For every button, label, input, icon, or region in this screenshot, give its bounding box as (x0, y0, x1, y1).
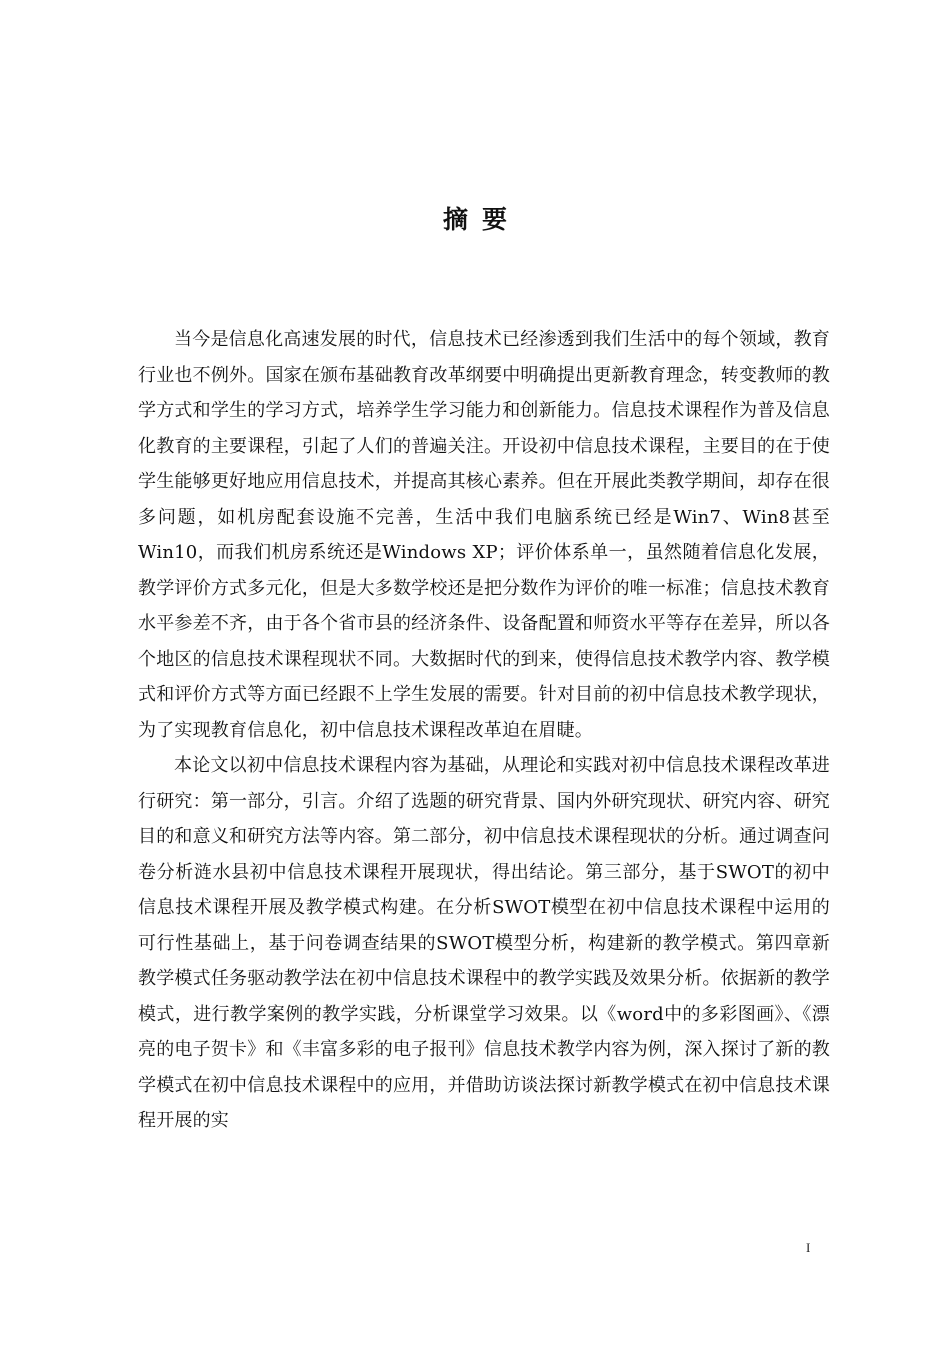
abstract-body (138, 322, 830, 1139)
abstract-title: 摘要 (442, 205, 521, 234)
page-number: I (806, 1240, 811, 1255)
abstract-paragraph-1: 当今是信息化高速发展的时代，信息技术已经渗透到我们生活中的每个领域，教育行业也不例外。国家在颁布基础教育改革纲要中明确提出更新教育理念，转变教师的教学方式和学生的学习方式，培养学生学习能力和创新能力。信息技术课程作为普及信息化教育的主要课程，引起了人们的普遍关注。开设初中信息技术课程，主要目的在于使学生能够更好地应用信息技术，并提高其核心素养。但在开展此类教学期间，却存在很多问题，如机房配套设施不完善，生活中我们电脑系统已经是Win7、Win8甚至Win10，而我们机房系统还是Windows XP；评价体系单一，虽然随着信息化发展，教学评价方式多元化，但是大多数学校还是把分数作为评价的唯一标准；信息技术教育水平参差不齐，由于各个省市县的经济条件、设备配置和师资水平等存在差异，所以各个地区的信息技术课程现状不同。大数据时代的到来，使得信息技术教学内容、教学模式和评价方式等方面已经跟不上学生发展的需要。针对目前的初中信息技术教学现状，为了实现教育信息化，初中信息技术课程改革迫在眉睫。 (138, 329, 830, 741)
abstract-paragraph-2: 本论文以初中信息技术课程内容为基础，从理论和实践对初中信息技术课程改革进行研究：第一部分，引言。介绍了选题的研究背景、国内外研究现状、研究内容、研究目的和意义和研究方法等内容。第二部分，初中信息技术课程现状的分析。通过调查问卷分析涟水县初中信息技术课程开展现状，得出结论。第三部分，基于SWOT的初中信息技术课程开展及教学模式构建。在分析SWOT模型在初中信息技术课程中运用的可行性基础上，基于问卷调查结果的SWOT模型分析，构建新的教学模式。第四章新教学模式任务驱动教学法在初中信息技术课程中的教学实践及效果分析。依据新的教学模式，进行教学案例的教学实践，分析课堂学习效果。以《word中的多彩图画》、《漂亮的电子贺卡》和《丰富多彩的电子报刊》信息技术教学内容为例，深入探讨了新的教学模式在初中信息技术课程中的应用，并借助访谈法探讨新教学模式在初中信息技术课程开展的实 (138, 755, 830, 1131)
